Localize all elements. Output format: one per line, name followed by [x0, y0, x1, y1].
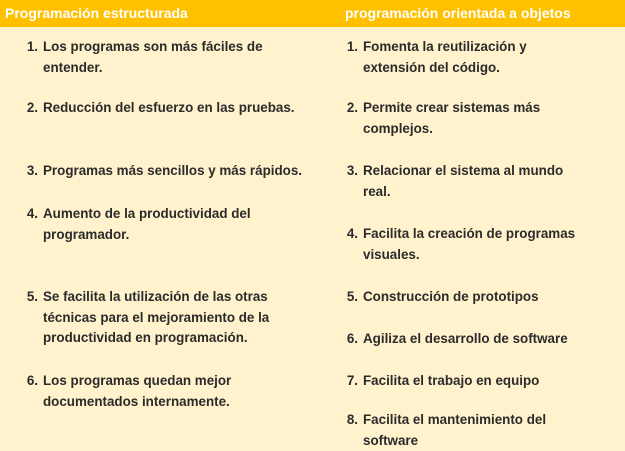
- item-text: Construcción de prototipos: [363, 289, 539, 304]
- table-header: [0, 0, 625, 27]
- item-text: Agiliza el desarrollo de software: [363, 331, 568, 346]
- item-text: Facilita la creación de programas visuales.: [363, 226, 576, 262]
- item-text: Programas más sencillos y más rápidos.: [43, 163, 303, 178]
- item-text: Facilita el trabajo en equipo: [363, 373, 540, 388]
- item-number: 3.: [26, 163, 38, 178]
- item-number: 5.: [26, 289, 38, 304]
- item-number: 2.: [346, 100, 358, 115]
- item-text: Aumento de la productividad del programador.: [43, 206, 251, 242]
- item-text: Reducción del esfuerzo en las pruebas.: [43, 100, 295, 115]
- item-number: 8.: [346, 412, 358, 427]
- item-text: Se facilita la utilización de las otras técnicas para el mejoramiento de la productividad en programación.: [43, 289, 270, 345]
- item-number: 7.: [346, 373, 358, 388]
- item-number: 4.: [346, 226, 358, 241]
- item-text: Los programas son más fáciles de entender.: [43, 39, 263, 75]
- item-number: 1.: [26, 39, 38, 54]
- item-text: Los programas quedan mejor documentados internamente.: [43, 373, 232, 409]
- item-text: Facilita el mantenimiento del software: [363, 412, 547, 448]
- item-number: 6.: [346, 331, 358, 346]
- item-text: Fomenta la reutilización y extensión del código.: [363, 39, 527, 75]
- item-number: 6.: [26, 373, 38, 388]
- item-number: 3.: [346, 163, 358, 178]
- item-text: Relacionar el sistema al mundo real.: [363, 163, 564, 199]
- item-number: 1.: [346, 39, 358, 54]
- item-number: 5.: [346, 289, 358, 304]
- header-structured-programming: Programación estructurada: [5, 5, 188, 21]
- item-text: Permite crear sistemas más complejos.: [363, 100, 541, 136]
- header-object-oriented-programming: programación orientada a objetos: [345, 5, 571, 21]
- item-number: 2.: [26, 100, 38, 115]
- item-number: 4.: [26, 206, 38, 221]
